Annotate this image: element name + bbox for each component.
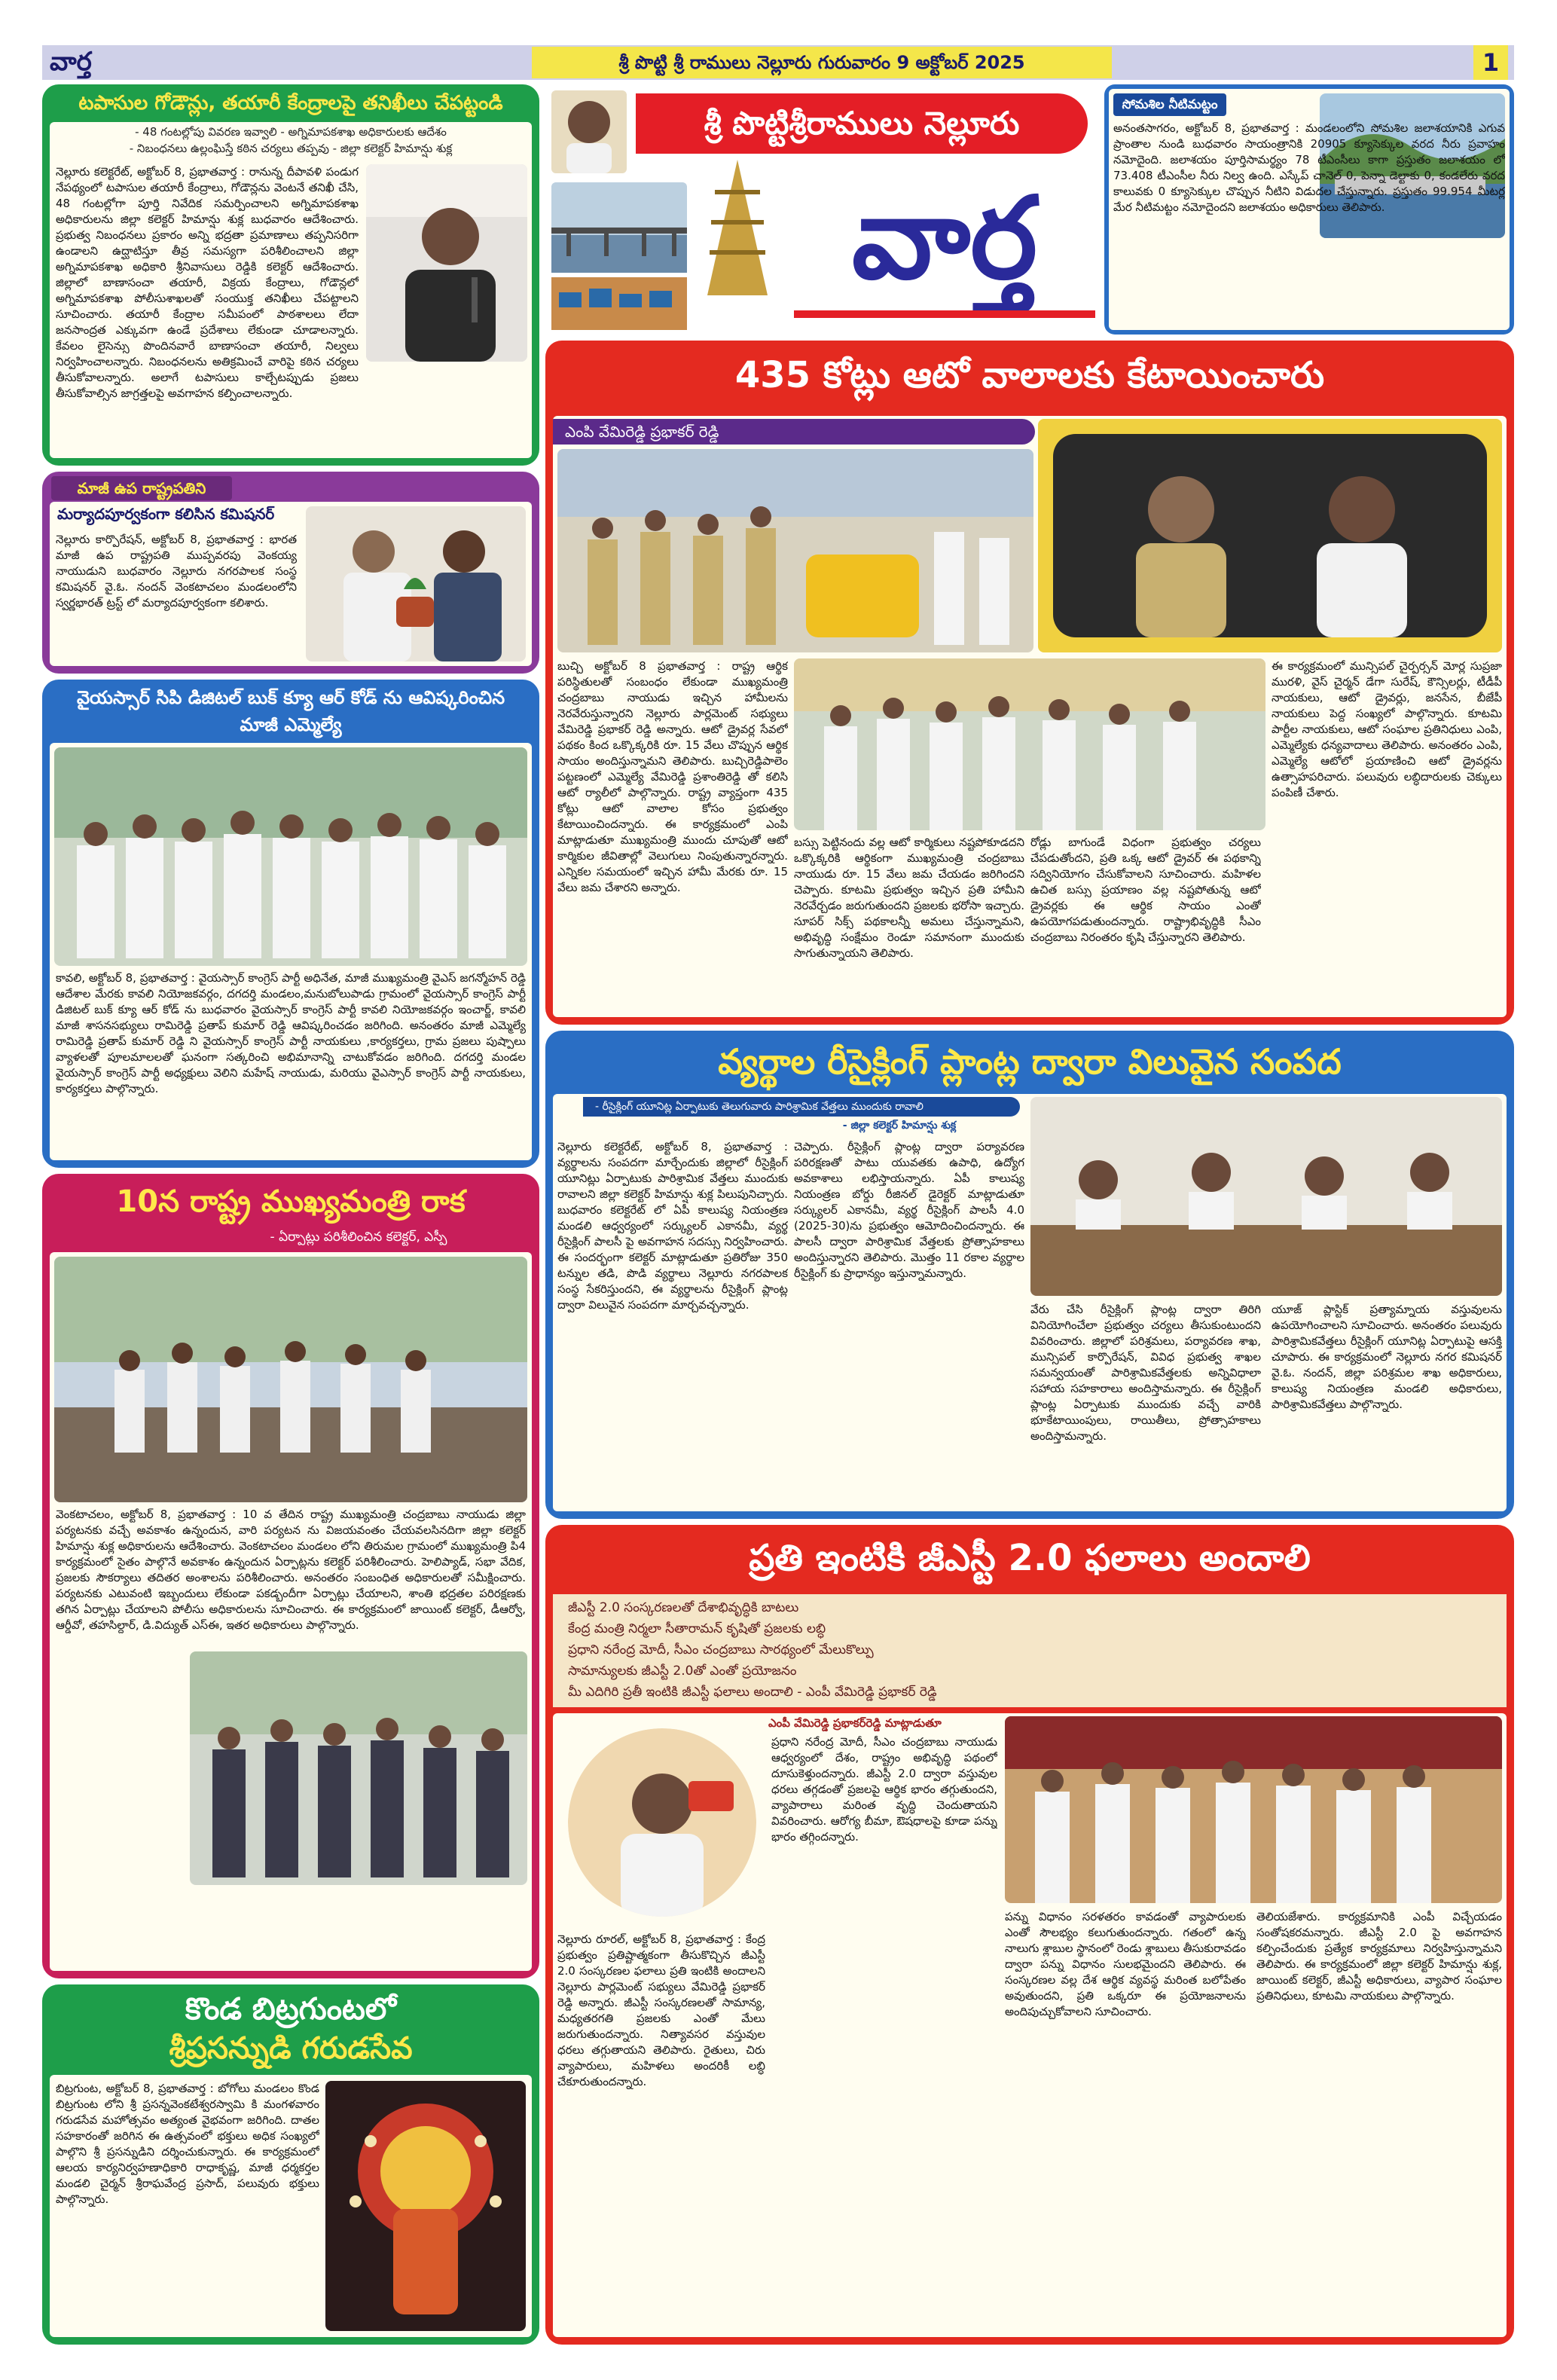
story-auto-body2: బస్సు పెట్టినందు వల్ల ఆటో కార్మికులు నష్టపోకూడదని ఒక్కొక్కరికి ఆర్థికంగా ముఖ్యమంత్రి చంద్రబాబు నాయుడు రూ. 15 వేలు జమ చేయడం జరిగిందని చెప్పారు. కూటమి ప్రభుత్వం ఇచ్చిన ప్రతి హామీని నెరవేర్చడం జరుగుతుందని ప్రజలకు భరోసా ఇచ్చారు. సూపర్ సిక్స్ పథకాలన్నీ అమలు చేస్తున్నామని, అభివృద్ధి సంక్షేమం రెండూ సమానంగా ముందుకు సాగుతున్నాయని తెలిపారు.: [794, 836, 1024, 960]
gst-bullet-2: కేంద్ర మంత్రి నిర్మలా సీతారామన్ కృషితో ప్రజలకు లబ్ధి: [568, 1621, 826, 1636]
bridge-image: [551, 182, 687, 273]
story-ysrcp-headline: వైయస్సార్ సిపి డిజిటల్ బుక్ క్యూ ఆర్ కోడ్ ను ఆవిష్కరించిన మాజీ ఎమ్మెల్యే: [76, 687, 505, 735]
cm-officials-photo: [190, 1651, 527, 1885]
logo-underline: [794, 310, 1095, 318]
mp-speaking-photo: [568, 1728, 756, 1917]
story-godowns-sub1: - 48 గంటల్లోపు వివరణ ఇవ్వాలి - అగ్నిమాపకశాఖ అధికారులకు ఆదేశం: [135, 125, 447, 139]
story-garuda-headline1: కొండ బిట్రగుంటలో: [185, 1992, 397, 2027]
edition-title: శ్రీ పొట్టిశ్రీరాములు నెల్లూరు: [636, 93, 1088, 154]
story-gst-body4: తెలియజేశారు. కార్యక్రమానికి ఎంపీ విచ్చేయడం సంతోషకరమన్నారు. జీఎస్టీ 2.0 పై అవగాహన కల్పించేందుకు ప్రత్యేక కార్యక్రమాలు నిర్వహిస్తున్నామని తెలిపారు. ఈ కార్యక్రమంలో జిల్లా కలెక్టర్ హిమాన్షు శుక్ల, జాయింట్ కలెక్టర్, జీఎస్టీ అధికారులు, వ్యాపార సంఘాల ప్రతినిధులు, కూటమి నాయకులు పాల్గొన్నారు.: [1256, 1910, 1502, 2003]
story-godowns-headline: టపాసుల గోడౌన్లు, తయారీ కేంద్రాలపై తనిఖీలు చేపట్టండి: [78, 92, 503, 115]
auto-rally-photo: [557, 449, 1033, 652]
collector-photo: [366, 164, 527, 362]
story-cm-sub: - ఏర్పాట్లు పరిశీలించిన కలెక్టర్, ఎస్పీ: [270, 1230, 447, 1245]
story-recycling-body3: వేరు చేసి రీసైక్లింగ్ ప్లాంట్ల ద్వారా తిరిగి వినియోగించేలా ప్రభుత్వం చర్యలు తీసుకుంటుందని వివరించారు. జిల్లాలో పరిశ్రమలు, పర్యావరణ శాఖ, మున్సిపల్ కార్పొరేషన్, వివిధ ప్రభుత్వ శాఖల సమన్వయంతో పారిశ్రామికవేత్తలకు అన్నివిధాలా సహాయ సహకారాలు అందిస్తామన్నారు. ఈ రీసైక్లింగ్ ప్లాంట్ల ఏర్పాటుకు ముందుకు వచ్చే వారికి భూకేటాయింపులు, రాయితీలు, ప్రోత్సాహకాలు అందిస్తామన్నారు.: [1030, 1303, 1261, 1443]
story-gst-mp-kicker: ఎంపీ వేమిరెడ్డి ప్రభాకర్‌రెడ్డి మాట్లాడుతూ: [768, 1716, 942, 1730]
main-logo: వార్త: [851, 173, 1038, 304]
port-image: [551, 277, 687, 330]
recycling-meeting-photo: [1030, 1097, 1502, 1296]
story-garuda-body: బిట్రగుంట, అక్టోబర్ 8, ప్రభాతవార్త : బోగోలు మండలం కొండ బిట్రగుంట లోని శ్రీ ప్రసన్నవెంకటేశ్వరస్వామి కి మంగళవారం గరుడసేవ మహోత్సవం అత్యంత వైభవంగా జరిగింది. దాతల సహకారంతో జరిగిన ఈ ఉత్సవంలో భక్తులు అధిక సంఖ్యలో పాల్గొని శ్రీ ప్రసన్నుడిని దర్శించుకున్నారు. ఈ కార్యక్రమంలో ఆలయ కార్యనిర్వహణాధికారి రాధాకృష్ణ, మాజీ ధర్మకర్తల మండలి చైర్మన్ శ్రీరాఘవేంద్ర ప్రసాద్, పలువురు భక్తులు పాల్గొన్నారు.: [56, 2082, 319, 2206]
story-auto-body1: బుచ్చి అక్టోబర్ 8 ప్రభాతవార్త : రాష్ట్ర ఆర్థిక పరిస్థితులతో సంబంధం లేకుండా ముఖ్యమంత్రి చంద్రబాబు నాయుడు ఇచ్చిన హామీలను నెరవేరుస్తున్నారని నెల్లూరు పార్లమెంట్ సభ్యులు వేమిరెడ్డి ప్రభాకర్ రెడ్డి అన్నారు. ఆటో డ్రైవర్ల సేవలో పథకం కింద ఒక్కొక్కరికి రూ. 15 వేలు చొప్పున ఆర్థిక సాయం అందిస్తున్నామని తెలిపారు. బుచ్చిరెడ్డిపాలెం పట్టణంలో ఎమ్మెల్యే వేమిరెడ్డి ప్రశాంతిరెడ్డి తో కలిసి ఆటో ర్యాలీలో పాల్గొన్నారు. రాష్ట్ర వ్యాప్తంగా 435 కోట్లు ఆటో వాలాల కోసం ప్రభుత్వం కేటాయించిందన్నారు. ఈ కార్యక్రమంలో ఎంపి మాట్లాడుతూ ముఖ్యమంత్రి ముందు చూపుతో ఆటో కార్మికుల జీవితాల్లో వెలుగులు నింపుతున్నారన్నారు. ఎన్నికల సమయంలో ఇచ్చిన హామీ మేరకు రూ. 15 వేలు జమ చేశారని అన్నారు.: [557, 659, 788, 894]
story-vp: [42, 472, 539, 674]
story-auto: [545, 341, 1514, 1025]
story-garuda-headline2: శ్రీప్రసన్నుడి గరుడసేవ: [169, 2031, 413, 2066]
story-recycling-body1: నెల్లూరు కలెక్టరేట్, అక్టోబర్ 8, ప్రభాతవార్త : వ్యర్థాలను సంపదగా మార్చేందుకు జిల్లాలో రీసైక్లింగ్ యూనిట్లు ఏర్పాటుకు పారిశ్రామిక వేత్తలు ముందుకు రావాలని జిల్లా కలెక్టర్ హిమాన్షు శుక్ల పిలుపునిచ్చారు. బుధవారం కలెక్టరేట్ లో ఏపీ కాలుష్య నియంత్రణ మండలి ఆధ్వర్యంలో సర్క్యులర్ ఎకానమీ, వ్యర్థ రీసైక్లింగ్ పాలసీ పై అవగాహన సదస్సు నిర్వహించారు. ఈ సందర్భంగా కలెక్టర్ మాట్లాడుతూ ప్రతిరోజు 350 టన్నుల తడి, పొడి వ్యర్థాలు నెల్లూరు నగరపాలక సంస్థ సేకరిస్తుందని, ఈ వ్యర్థాలను రీసైక్లింగ్ ప్లాంట్ల ద్వారా విలువైన సంపదగా మార్చవచ్చన్నారు.: [557, 1140, 788, 1312]
story-gst-body1: నెల్లూరు రూరల్, అక్టోబర్ 8, ప్రభాతవార్త : కేంద్ర ప్రభుత్వం ప్రతిష్టాత్మకంగా తీసుకొచ్చిన జీఎస్టీ 2.0 సంస్కరణల ఫలాలు ప్రతి ఇంటికి అందాలని నెల్లూరు పార్లమెంట్ సభ్యులు వేమిరెడ్డి ప్రభాకర్ రెడ్డి అన్నారు. జీఎస్టీ సంస్కరణలతో సామాన్య, మధ్యతరగతి ప్రజలకు ఎంతో మేలు జరుగుతుందన్నారు. నిత్యావసర వస్తువుల ధరలు తగ్గుతాయని తెలిపారు. రైతులు, చిరు వ్యాపారులు, మహిళలు అందరికీ లబ్ధి చేకూరుతుందన్నారు.: [557, 1932, 765, 2088]
potti-sriramulu-portrait: [551, 90, 627, 173]
story-vp-kicker: మాజీ ఉప రాష్ట్రపతిని: [51, 476, 232, 500]
auto-leaflet-photo: [794, 658, 1265, 830]
story-vp-headline: మర్యాదపూర్వకంగా కలిసిన కమిషనర్: [57, 505, 275, 523]
story-gst-body3: పన్ను విధానం సరళతరం కావడంతో వ్యాపారులకు ఎంతో సౌలభ్యం కలుగుతుందన్నారు. గతంలో ఉన్న నాలుగు శ్లాబుల స్థానంలో రెండు శ్లాబులు తీసుకురావడం ద్వారా పన్ను విధానం సులభమైందని తెలిపారు. ఈ సంస్కరణల వల్ల దేశ ఆర్థిక వ్యవస్థ మరింత బలోపేతం అవుతుందని, ప్రతి ఒక్కరూ ఈ ప్రయోజనాలను అందిపుచ్చుకోవాలని సూచించారు.: [1005, 1910, 1246, 2018]
story-auto-headline: 435 కోట్లు ఆటో వాలాలకు కేటాయించారు: [734, 354, 1325, 396]
story-vp-body: నెల్లూరు కార్పొరేషన్, అక్టోబర్ 8, ప్రభాతవార్త : భారత మాజీ ఉప రాష్ట్రపతి ముప్పవరపు వెంకయ్య నాయుడుని బుధవారం నెల్లూరు నగరపాలక సంస్థ కమిషనర్ వై.ఓ. నందన్ వెంకటాచలం మండలంలోని స్వర్ణభారత్ ట్రస్ట్ లో మర్యాదపూర్వకంగా కలిశారు.: [56, 533, 297, 610]
edition-masthead: [545, 84, 1100, 335]
vp-meeting-photo: [306, 506, 526, 661]
story-auto-ribbon: ఎంపి వేమిరెడ్డి ప్రభాకర్ రెడ్డి: [553, 419, 1035, 445]
masthead-strip: [42, 45, 1514, 80]
story-garuda: [42, 1984, 539, 2345]
story-ysrcp: [42, 680, 539, 1168]
gst-book-release-photo: [1005, 1716, 1502, 1903]
story-godowns-sub2: - నిబంధనలు ఉల్లంఘిస్తే కఠిన చర్యలు తప్పవు - జిల్లా కలెక్టర్ హిమాన్షు శుక్ల: [129, 142, 453, 155]
story-recycling-sub2: - జిల్లా కలెక్టర్ హిమాన్షు శుక్ల: [842, 1120, 957, 1132]
story-godowns: [42, 84, 539, 466]
story-cm-body: వెంకటాచలం, అక్టోబర్ 8, ప్రభాతవార్త : 10 వ తేదిన రాష్ట్ర ముఖ్యమంత్రి చంద్రబాబు నాయుడు జిల్లా పర్యటనకు వచ్చే అవకాశం ఉన్నందున, వారి పర్యటన ను విజయవంతం చేయవలసినదిగా జిల్లా కలెక్టర్ హిమాన్షు శుక్ల అధికారులను ఆదేశించారు. వెంకటాచలం మండలం లోని తిరుమల గ్రామంలో ముఖ్యమంత్రి పి4 కార్యక్రమంలో సైతం పాల్గొనే అవకాశం ఉన్నందున ఏర్పాట్లను కలెక్టర్ పరిశీలించారు. హెలిప్యాడ్, సభా వేదిక, ప్రజలకు సౌకర్యాలు తదితర అంశాలను పరిశీలించారు. అనంతరం సంబంధిత అధికారులతో సమీక్షించారు. పర్యటనకు ఎటువంటి ఇబ్బందులు లేకుండా పకడ్బందీగా ఏర్పాట్లు చేయాలని, శాంతి భద్రతల పరిరక్షణకు తగిన ఏర్పాట్లు చేయాలని పోలీసు అధికారులను సూచించారు. ఈ కార్యక్రమంలో జాయింట్ కలెక్టర్, డీఆర్వో, ఆర్డీవో, తహసిల్దార్, డి.విద్యుత్ ఎస్ఈ, ఇతర అధికారులు పాల్గొన్నారు.: [56, 1508, 526, 1632]
dateline: శ్రీ పొట్టి శ్రీ రాములు నెల్లూరు గురువారం 9 అక్టోబర్ 2025: [532, 47, 1112, 78]
temple-tower-image: [696, 160, 779, 295]
story-auto-body3: రోడ్లు బాగుండే విధంగా ప్రభుత్వం చర్యలు చేపడుతోందని, ప్రతి ఒక్క ఆటో డ్రైవర్ ఈ పథకాన్ని సద్వినియోగం చేసుకోవాలని సూచించారు. మహిళల ఉచిత బస్సు ప్రయాణం వల్ల నష్టపోతున్న ఆటో డ్రైవర్లకు ఈ ఆర్థిక సాయం ఎంతో ఉపయోగపడుతుందన్నారు. రాష్ట్రాభివృద్ధికి సీఎం చంద్రబాబు నిరంతరం కృషి చేస్తున్నారని తెలిపారు.: [1030, 836, 1261, 944]
story-godowns-body: నెల్లూరు కలెక్టరేట్, అక్టోబర్ 8, ప్రభాతవార్త : రానున్న దీపావళి పండుగ నేపథ్యంలో టపాసుల తయారీ కేంద్రాలు, గోడౌన్లను వెంటనే తనిఖీ చేసి, 48 గంటల్లోగా పూర్తి నివేదిక సమర్పించాలని అగ్నిమాపకశాఖ అధికారులను జిల్లా కలెక్టర్ హిమాన్షు శుక్ల బుధవారం ఆదేశించారు. ప్రభుత్వ నిబంధనలు ప్రకారం అన్ని భద్రతా ప్రమాణాలు తప్పనిసరిగా ఉండాలని ఉద్ఘాటిస్తూ తీవ్ర సమస్యగా పరిశీలించాలని జిల్లా అగ్నిమాపకశాఖ అధికారి శ్రీనివాసులు రెడ్డికి కలెక్టర్ ఆదేశించారు. జిల్లాలో బాణాసంచా తయారీ, విక్రయ కేంద్రాలు, గోడౌన్లలో అగ్నిమాపకశాఖ పోలీసుశాఖలతో సంయుక్త తనిఖీలు చేపట్టాలని సూచించారు. తయారీ కేంద్రాల సమీపంలో పాఠశాలలు లేదా జనసాంద్రత ఎక్కువగా ఉండే ప్రదేశాలు లేకుండా చూడాలన్నారు. కేవలం లైసెన్సు పొందినవారే బాణాసంచా తయారీ, నిల్వలు నిర్వహించాలన్నారు. నిబంధనలను అతిక్రమించే వారిపై కఠిన చర్యలు తీసుకోవాలన్నారు. అలాగే టపాసులు కాల్చేటప్పుడు ప్రజలు తీసుకోవాల్సిన జాగ్రత్తలపై అవగాహన కల్పించాలన్నారు.: [56, 165, 359, 400]
story-somasila-kicker: సోమశిల నీటిమట్టం: [1113, 93, 1226, 116]
garuda-seva-photo: [325, 2081, 526, 2331]
cm-inspection-photo: [54, 1257, 527, 1502]
ysrcp-group-photo: [54, 747, 527, 966]
gst-bullet-4: సామాన్యులకు జీఎస్టీ 2.0తో ఎంతో ప్రయోజనం: [568, 1664, 797, 1679]
story-gst-bullets: [553, 1594, 1507, 1707]
story-ysrcp-body: కావలి, అక్టోబర్ 8, ప్రభాతవార్త : వైయస్సార్ కాంగ్రెస్ పార్టీ అధినేత, మాజీ ముఖ్యమంత్రి వైఎస్ జగన్మోహన్ రెడ్డి ఆదేశాల మేరకు కావలి నియోజకవర్గం, దగదర్తి మండలం,మనుబోలుపాడు గ్రామంలో వైయస్సార్ కాంగ్రెస్ పార్టీ డిజిటల్ బుక్ క్యూ ఆర్ కోడ్ ను బుధవారం వైయస్సార్ కాంగ్రెస్ పార్టీ కావలి నియోజకవర్గం ఇంచార్జ్, కావలి మాజీ శాసనసభ్యులు రామిరెడ్డి ప్రతాప్ కుమార్ రెడ్డి ఆవిష్కరించడం జరిగింది. అనంతరం మాజీ ఎమ్మెల్యే రామిరెడ్డి ప్రతాప్ కుమార్ రెడ్డి ని వైయస్సార్ కాంగ్రెస్ పార్టీ నాయకులు ,కార్యకర్తలు, గ్రామ ప్రజలు పుష్పాలు వ్యాళలతో పూలమాలలతో ఘనంగా సత్కరించి అభిమానాన్ని చాటుకోవడం జరిగింది. దగదర్తి మండల వైయస్సార్ కాంగ్రెస్ పార్టీ అధ్యక్షులు వెలిని మహేష్ నాయుడు, మరియు వైఎస్సార్ కాంగ్రెస్ పార్టీ నాయకులు, కార్యకర్తలు పాల్గొన్నారు.: [56, 971, 526, 1095]
gst-bullet-3: ప్రధాని నరేంద్ర మోదీ, సీఎం చంద్రబాబు సారథ్యంలో మేలుకొల్పు: [568, 1642, 874, 1657]
story-cm-headline: 10న రాష్ట్ర ముఖ్యమంత్రి రాక: [116, 1184, 466, 1219]
story-cm: [42, 1174, 539, 1978]
story-auto-body4: ఈ కార్యక్రమంలో మున్సిపల్ చైర్పర్సన్ మోర్ల సుప్రజా మురళి, వైస్ చైర్మన్ డేగా సురేష్, కౌన్సిలర్లు, టీడీపీ నాయకులు, ఆటో డ్రైవర్లు, జనసేన, బీజేపీ నాయకులు పెద్ద సంఖ్యలో పాల్గొన్నారు. కూటమి పార్టీల నాయకులు, ఆటో సంఘాల ప్రతినిధులు ఎంపి, ఎమ్మెల్యేకు ధన్యవాదాలు తెలిపారు. అనంతరం ఎంపి, ఎమ్మెల్యే ఆటోలో ప్రయాణించి ఆటో డ్రైవర్లను ఉత్సాహపరిచారు. పలువురు లబ్ధిదారులకు చెక్కులు పంపిణీ చేశారు.: [1272, 659, 1502, 799]
auto-ride-photo: [1038, 419, 1502, 652]
story-gst-body2: ప్రధాని నరేంద్ర మోదీ, సీఎం చంద్రబాబు నాయుడు ఆధ్వర్యంలో దేశం, రాష్ట్రం అభివృద్ధి పథంలో దూసుకెళ్తుందన్నారు. జీఎస్టీ 2.0 ద్వారా వస్తువుల ధరలు తగ్గడంతో ప్రజలపై ఆర్థిక భారం తగ్గుతుందని, వ్యాపారాలు మరింత వృద్ధి చెందుతాయని వివరించారు. ఆరోగ్య బీమా, ఔషధాలపై కూడా పన్ను భారం తగ్గిందన్నారు.: [771, 1735, 997, 1844]
story-recycling-headline: వ్యర్థాల రీసైక్లింగ్ ప్లాంట్ల ద్వారా విలువైన సంపద: [718, 1041, 1342, 1082]
gst-bullet-5: మీ ఎదిగిరి ప్రతీ ఇంటికి జీఎస్టీ ఫలాలు అందాలి - ఎంపీ వేమిరెడ్డి ప్రభాకర్ రెడ్డి: [568, 1685, 937, 1700]
story-recycling-body4: యూజ్ ప్లాస్టిక్ ప్రత్యామ్నాయ వస్తువులను ఉపయోగించాలని సూచించారు. అనంతరం పలువురు పారిశ్రామికవేత్తలు రీసైక్లింగ్ యూనిట్ల ఏర్పాటుపై ఆసక్తి చూపారు. ఈ కార్యక్రమంలో నెల్లూరు నగర కమిషనర్ వై.ఓ. నందన్, జిల్లా పరిశ్రమల శాఖ అధికారులు, కాలుష్య నియంత్రణ మండలి అధికారులు, పారిశ్రామికవేత్తలు పాల్గొన్నారు.: [1272, 1303, 1502, 1411]
story-somasila-body: అనంతసాగరం, అక్టోబర్ 8, ప్రభాతవార్త : మండలంలోని సోమశిల జలాశయానికి ఎగువ ప్రాంతాల నుండి బుధవారం సాయంత్రానికి 20905 క్యూసెక్కుల వరద నీరు ప్రవాహం నమోదైంది. జలాశయం పూర్తిసామర్థ్యం 78 టీఎంసీలు కాగా ప్రస్తుతం జలాశయం లో 73.408 టీఎంసీల నీరు నిల్వ ఉంది. ఎస్కేప్ చానెల్ 0, పెన్నా డెల్టాకు 0, కండలేరు వరద కాలువకు 0 క్యూసెక్కుల చొప్పున నీటిని విడుదల చేస్తున్నారు. ప్రస్తుతం 99.954 మీటర్ల మేర నీటిమట్టం నమోదైందని జలాశయం అధికారులు తెలిపారు.: [1113, 121, 1505, 214]
page-number: 1: [1473, 45, 1508, 80]
masthead-small-logo: వార్త: [50, 47, 92, 77]
story-recycling-body2: చెప్పారు. రీసైక్లింగ్ ప్లాంట్ల ద్వారా పర్యావరణ పరిరక్షణతో పాటు యువతకు ఉపాధి, ఉద్యోగ అవకాశాలు లభిస్తాయన్నారు. ఏపీ కాలుష్య నియంత్రణ బోర్డు రీజినల్ డైరెక్టర్ మాట్లాడుతూ సర్క్యులర్ ఎకానమీ, వ్యర్థ రీసైక్లింగ్ పాలసీ 4.0 (2025-30)ను ప్రభుత్వం ఆమోదించిందన్నారు. ఈ పాలసీ ద్వారా పారిశ్రామిక వేత్తలకు ప్రోత్సాహకాలు అందిస్తున్నారని తెలిపారు. మొత్తం 11 రకాల వ్యర్థాల రీసైక్లింగ్ కు ప్రాధాన్యం ఇస్తున్నామన్నారు.: [794, 1140, 1024, 1280]
story-recycling-sub1: - రీసైక్లింగ్ యూనిట్ల ఏర్పాటుకు తెలుగువారు పారిశ్రామిక వేత్తలు ముందుకు రావాలి: [583, 1097, 1020, 1117]
story-recycling: [545, 1031, 1514, 1519]
story-gst: [545, 1525, 1514, 2345]
story-somasila: [1104, 84, 1514, 335]
story-gst-headline: ప్రతి ఇంటికి జీఎస్టీ 2.0 ఫలాలు అందాలి: [749, 1537, 1311, 1579]
gst-bullet-1: జీఎస్టీ 2.0 సంస్కరణలతో దేశాభివృద్ధికి బాటలు: [568, 1600, 799, 1615]
